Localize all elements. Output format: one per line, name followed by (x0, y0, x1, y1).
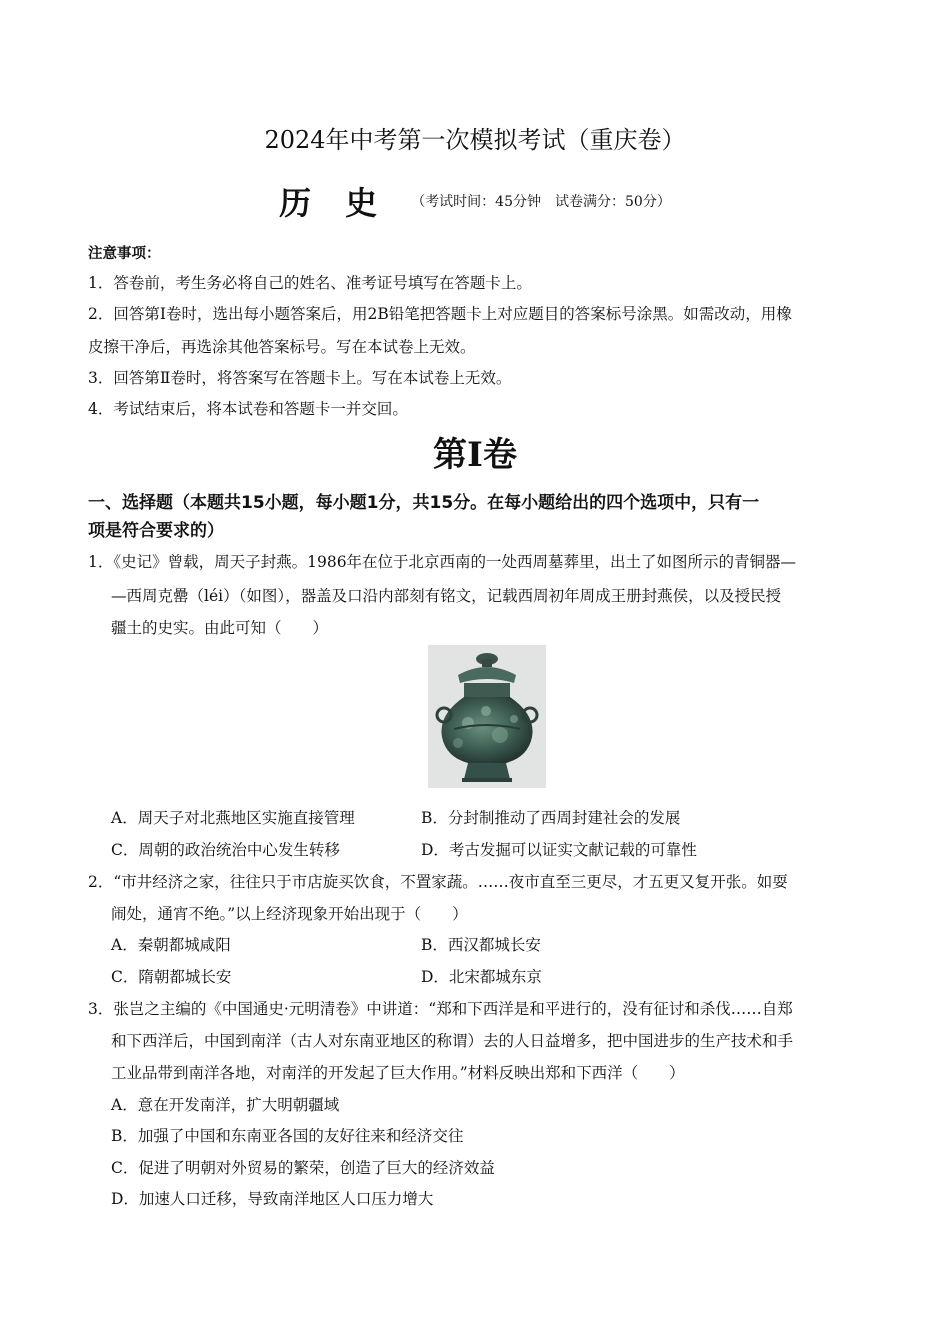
question-3-option-d: D．加速人口迁移，导致南洋地区人口压力增大 (111, 1190, 434, 1208)
question-3-option-c: C．促进了明朝对外贸易的繁荣，创造了巨大的经济效益 (111, 1159, 495, 1177)
note-item: 1．答卷前，考生务必将自己的姓名、准考证号填写在答题卡上。 (88, 274, 532, 292)
note-item: 3．回答第Ⅱ卷时，将答案写在答题卡上。写在本试卷上无效。 (88, 369, 512, 387)
question-3-option-a: A．意在开发南洋，扩大明朝疆域 (111, 1096, 340, 1114)
note-item: 4．考试结束后，将本试卷和答题卡一并交回。 (88, 400, 408, 418)
question-1-line: 1．《史记》曾载，周天子封燕。1986年在位于北京西南的一处西周墓葬里，出土了如图所示的青铜器— (88, 553, 797, 571)
question-2-option-a: A．秦朝都城咸阳 (111, 936, 231, 954)
question-3-option-b: B．加强了中国和东南亚各国的友好往来和经济交往 (111, 1127, 464, 1145)
section-heading: 一、选择题（本题共15小题，每小题1分，共15分。在每小题给出的四个选项中，只有一 (88, 493, 760, 513)
question-1-line: —西周克罍（léi）（如图），器盖及口沿内部刻有铭文，记载西周初年周成王册封燕侯，以及授民授 (111, 587, 782, 605)
question-2-line: 2．“市井经济之家，往往只于市店旋买饮食，不置家蔬。……夜市直至三更尽，才五更又复开张。如耍 (88, 873, 788, 891)
question-1-option-b: B．分封制推动了西周封建社会的发展 (421, 809, 681, 827)
bronze-vessel-image (428, 645, 546, 788)
question-1-option-c: C．周朝的政治统治中心发生转移 (111, 841, 340, 859)
question-3-line: 和下西洋后，中国到南洋（古人对东南亚地区的称谓）去的人日益增多，把中国进步的生产技术和手 (111, 1032, 794, 1050)
notes-heading: 注意事项： (88, 246, 161, 262)
question-2-line: 闹处，通宵不绝。”以上经济现象开始出现于（ ） (111, 905, 468, 923)
question-3-line: 3．张岂之主编的《中国通史·元明清卷》中讲道：“郑和下西洋是和平进行的，没有征讨和杀伐……自郑 (88, 1000, 793, 1018)
question-2-option-c: C．隋朝都城长安 (111, 968, 232, 986)
section-heading: 项是符合要求的） (88, 521, 224, 541)
question-1-line: 疆土的史实。由此可知（ ） (111, 619, 329, 637)
exam-info: （考试时间：45分钟 试卷满分：50分） (411, 194, 671, 210)
exam-title: 2024年中考第一次模拟考试（重庆卷） (264, 126, 686, 154)
subject-row (0, 182, 950, 229)
question-1-option-a: A．周天子对北燕地区实施直接管理 (111, 809, 355, 827)
question-2-option-d: D．北宋都城东京 (421, 968, 542, 986)
subject-name: 历史 (279, 184, 412, 222)
question-2-option-b: B．西汉都城长安 (421, 936, 541, 954)
note-item: 皮擦干净后，再选涂其他答案标号。写在本试卷上无效。 (88, 338, 476, 356)
question-1-option-d: D．考古发掘可以证实文献记载的可靠性 (421, 841, 697, 859)
question-3-line: 工业品带到南洋各地，对南洋的开发起了巨大作用。”材料反映出郑和下西洋（ ） (111, 1064, 685, 1082)
section-title: 第Ⅰ卷 (433, 435, 517, 475)
note-item: 2．回答第Ⅰ卷时，选出每小题答案后，用2B铅笔把答题卡上对应题目的答案标号涂黑。如需改动，用橡 (88, 305, 792, 323)
